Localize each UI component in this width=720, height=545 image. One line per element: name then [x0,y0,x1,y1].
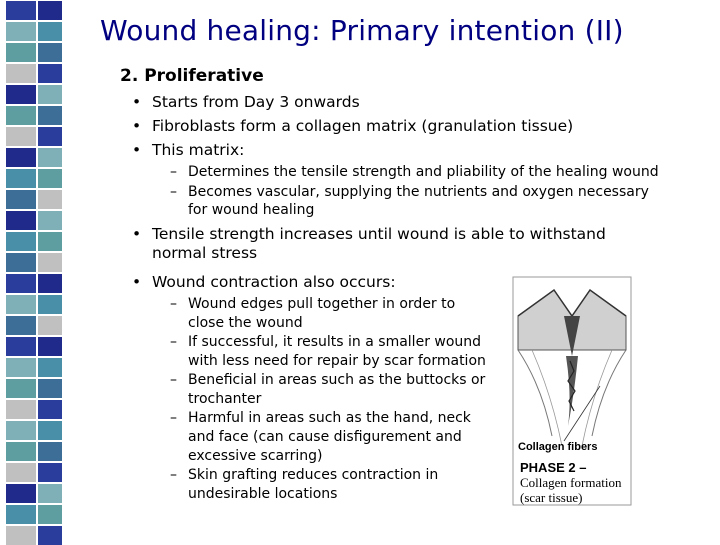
sub-bullet-dash: – [170,410,177,426]
decorative-square [38,232,62,251]
decorative-square [38,295,62,314]
bullet-text: This matrix: [152,141,245,159]
phase-label: PHASE 2 – [520,460,587,475]
decorative-square [38,379,62,398]
phase-caption: Collagen formation [520,475,622,490]
sub-bullet-continuation: undesirable locations [188,486,338,502]
bullet-dot: • [132,117,142,135]
sub-bullet-dash: – [170,184,177,200]
sub-bullet-item [170,164,659,182]
decorative-square [38,85,62,104]
sub-bullet-continuation: excessive scarring) [188,448,323,464]
bullet-text: Starts from Day 3 onwards [152,93,360,111]
bullet-item [132,117,574,136]
decorative-square [38,505,62,524]
decorative-square [6,106,36,125]
decorative-square [38,484,62,503]
decorative-square [6,148,36,167]
decorative-square [38,127,62,146]
decorative-square [38,526,62,545]
decorative-square [38,22,62,41]
decorative-square [38,148,62,167]
decorative-square [38,64,62,83]
decorative-square [6,169,36,188]
sub-bullet-continuation: and face (can cause disfigurement and [188,429,462,445]
sub-bullet-item [170,334,482,352]
bullet-text: Tensile strength increases until wound is able to withstand [152,225,606,243]
section-heading: 2. Proliferative [120,66,264,86]
bullet-item [132,273,396,292]
sub-bullet-text: Skin grafting reduces contraction in [188,467,439,483]
collagen-fibers-label: Collagen fibers [518,441,598,453]
decorative-square [6,505,36,524]
decorative-square [38,463,62,482]
sub-bullet-dash: – [170,296,177,312]
decorative-square [6,337,36,356]
bullet-text: Fibroblasts form a collagen matrix (granulation tissue) [152,117,574,135]
decorative-square [38,211,62,230]
sub-bullet-continuation: with less need for repair by scar formation [188,353,486,369]
decorative-square [38,43,62,62]
decorative-square [6,379,36,398]
bullet-dot: • [132,93,142,111]
decorative-square [6,64,36,83]
decorative-square [6,274,36,293]
bullet-dot: • [132,225,142,243]
decorative-square [38,400,62,419]
decorative-square [38,337,62,356]
decorative-square [6,85,36,104]
slide-title: Wound healing: Primary intention (II) [100,14,624,47]
decorative-square-strip [0,0,68,540]
sub-bullet-item [170,296,456,314]
sub-bullet-dash: – [170,334,177,350]
bullet-dot: • [132,273,142,291]
decorative-square [38,442,62,461]
sub-bullet-text: Beneficial in areas such as the buttocks or [188,372,486,388]
decorative-square [38,316,62,335]
decorative-square [6,22,36,41]
bullet-dot: • [132,141,142,159]
sub-bullet-item [170,372,486,390]
sub-bullet-text: If successful, it results in a smaller wound [188,334,482,350]
decorative-square [6,484,36,503]
decorative-square [38,274,62,293]
sub-bullet-item [170,410,471,428]
sub-bullet-continuation: trochanter [188,391,262,407]
sub-bullet-text: Wound edges pull together in order to [188,296,456,312]
bullet-text: Wound contraction also occurs: [152,273,396,291]
decorative-square [6,1,36,20]
decorative-square [6,43,36,62]
sub-bullet-text: Harmful in areas such as the hand, neck [188,410,471,426]
bullet-continuation: normal stress [152,244,258,262]
decorative-square [6,400,36,419]
bullet-item [132,225,606,244]
decorative-square [38,190,62,209]
sub-bullet-item [170,184,649,202]
decorative-square [6,253,36,272]
bullet-item [132,141,245,160]
sub-bullet-dash: – [170,467,177,483]
decorative-square [6,526,36,545]
decorative-square [38,106,62,125]
decorative-square [6,463,36,482]
decorative-square [6,295,36,314]
decorative-square [6,358,36,377]
decorative-square [6,211,36,230]
sub-bullet-dash: – [170,372,177,388]
decorative-square [6,232,36,251]
decorative-square [6,190,36,209]
decorative-square [38,358,62,377]
bullet-item [132,93,360,112]
decorative-square [38,253,62,272]
sub-bullet-continuation: close the wound [188,315,303,331]
decorative-square [38,169,62,188]
sub-bullet-continuation: for wound healing [188,202,315,218]
decorative-square [6,127,36,146]
decorative-square [38,421,62,440]
decorative-square [6,442,36,461]
sub-bullet-text: Determines the tensile strength and pliability of the healing wound [188,164,659,180]
decorative-square [38,1,62,20]
decorative-square [6,316,36,335]
sub-bullet-text: Becomes vascular, supplying the nutrients and oxygen necessary [188,184,649,200]
sub-bullet-item [170,467,439,485]
decorative-square [6,421,36,440]
sub-bullet-dash: – [170,164,177,180]
phase-caption-sub: (scar tissue) [520,490,583,505]
